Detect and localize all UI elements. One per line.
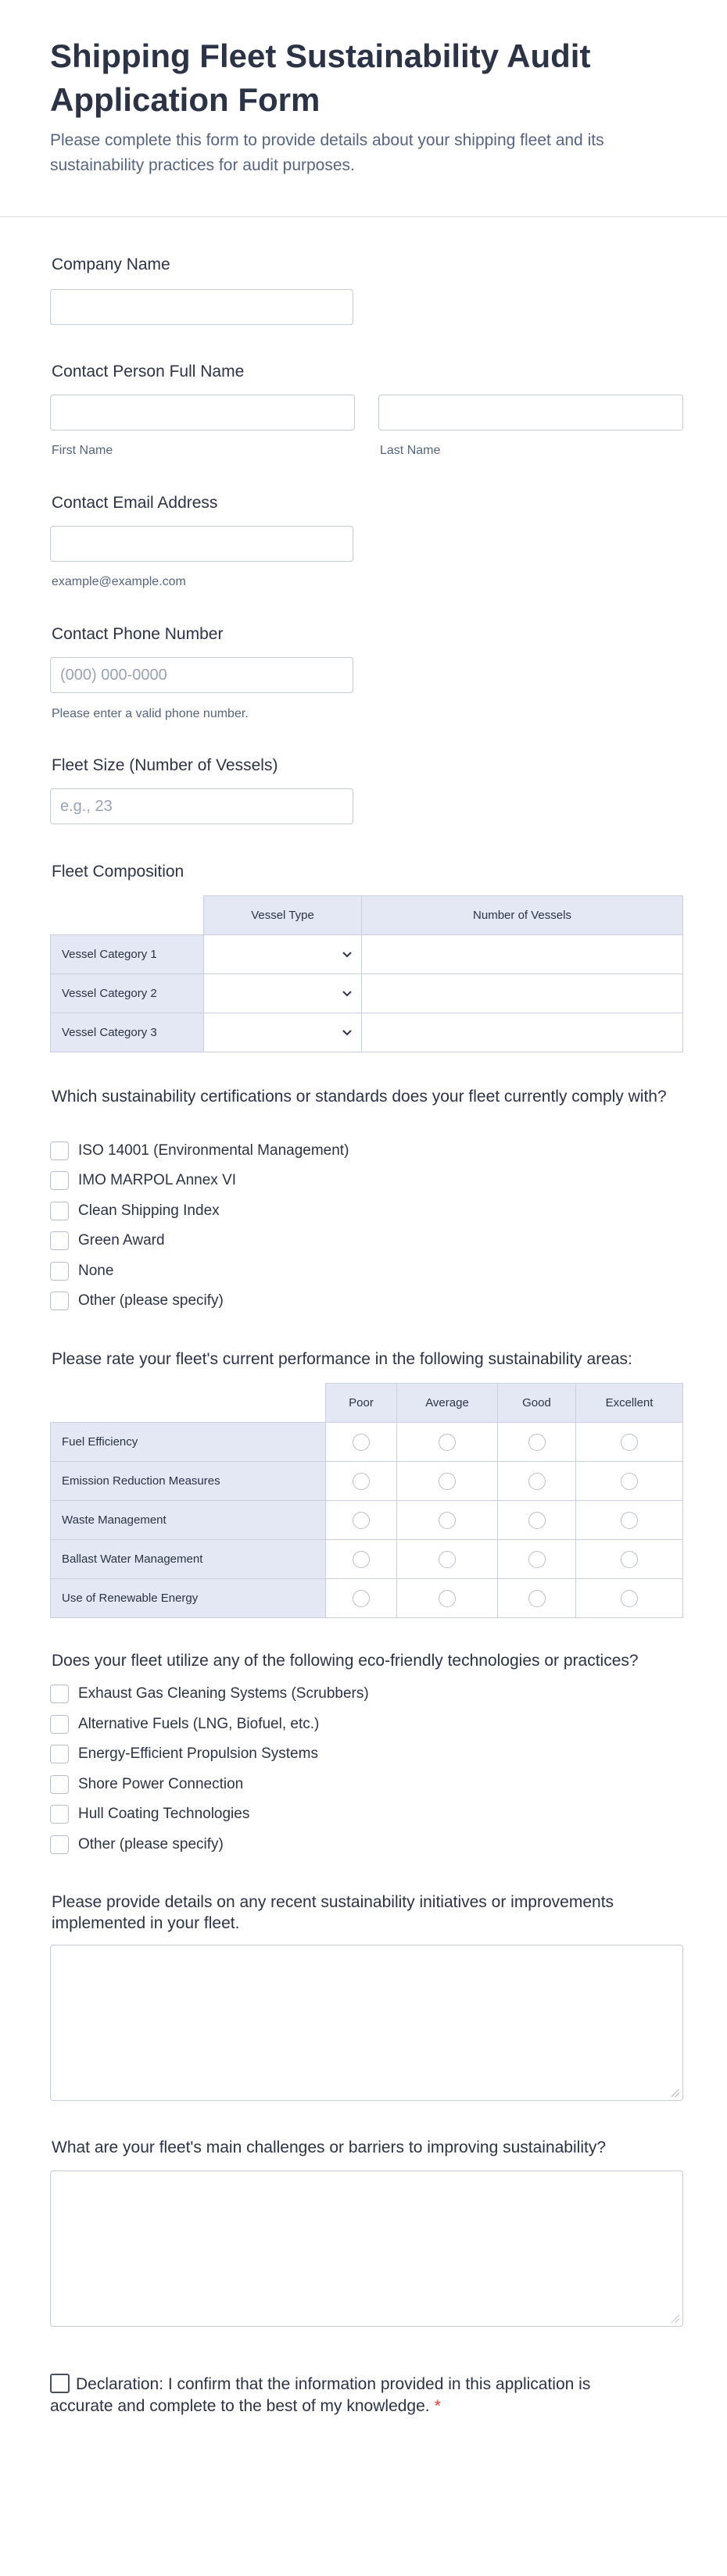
rating-cell[interactable] [498,1579,576,1618]
row-header: Ballast Water Management [51,1540,326,1579]
rating-cell[interactable] [326,1579,397,1618]
required-asterisk: * [434,2397,441,2415]
radio-button[interactable] [353,1473,370,1490]
checkbox-option[interactable] [50,1261,113,1281]
first-name-sublabel: First Name [52,444,113,457]
radio-button[interactable] [621,1512,638,1529]
checkbox-label: Exhaust Gas Cleaning Systems (Scrubbers) [78,1685,369,1702]
rating-cell[interactable] [576,1423,683,1462]
radio-button[interactable] [528,1512,546,1529]
checkbox[interactable] [50,1835,69,1854]
rating-cell[interactable] [397,1579,498,1618]
vessel-type-select[interactable] [204,935,362,974]
fleet-size-input[interactable]: e.g., 23 [50,788,353,824]
radio-button[interactable] [621,1473,638,1490]
rating-cell[interactable] [498,1501,576,1540]
radio-button[interactable] [528,1473,546,1490]
column-header: Excellent [576,1384,683,1423]
rating-cell[interactable] [576,1540,683,1579]
radio-button[interactable] [528,1590,546,1607]
initiatives-textarea[interactable] [50,1945,683,2101]
rating-cell[interactable] [397,1540,498,1579]
checkbox-option[interactable] [50,1684,369,1704]
checkbox[interactable] [50,1231,69,1250]
rating-cell[interactable] [576,1579,683,1618]
phone-sublabel: Please enter a valid phone number. [52,707,249,720]
row-header: Use of Renewable Energy [51,1579,326,1618]
company-name-label: Company Name [52,255,170,273]
chevron-down-icon [342,1026,352,1039]
table-corner [51,896,204,935]
first-name-input[interactable] [50,395,355,431]
column-header: Number of Vessels [362,896,683,935]
row-header: Vessel Category 1 [51,935,204,974]
rating-question: Please rate your fleet's current performance in the following sustainability areas: [52,1350,632,1368]
checkbox-label: Shore Power Connection [78,1776,244,1792]
vessel-type-select[interactable] [204,974,362,1013]
phone-label: Contact Phone Number [52,625,224,643]
radio-button[interactable] [528,1434,546,1451]
checkbox-label: Green Award [78,1232,165,1249]
checkbox-option[interactable] [50,1714,319,1735]
fleet-composition-table [50,895,683,1052]
form-subtitle: Please complete this form to provide details about your shipping fleet and its sustainability practices for audit purposes. [50,131,604,174]
rating-cell[interactable] [498,1462,576,1501]
row-header: Vessel Category 2 [51,974,204,1013]
checkbox[interactable] [50,1775,69,1794]
last-name-input[interactable] [378,395,683,431]
email-label: Contact Email Address [52,494,218,512]
fleet-size-label: Fleet Size (Number of Vessels) [52,756,278,774]
column-header: Good [498,1384,576,1423]
rating-cell[interactable] [326,1423,397,1462]
checkbox-option[interactable] [50,1291,224,1311]
radio-button[interactable] [439,1434,456,1451]
vessel-count-cell[interactable] [362,935,683,974]
rating-cell[interactable] [576,1501,683,1540]
checkbox[interactable] [50,1685,69,1703]
checkbox[interactable] [50,1805,69,1824]
checkbox-label: Alternative Fuels (LNG, Biofuel, etc.) [78,1716,320,1732]
checkbox-label: ISO 14001 (Environmental Management) [78,1142,349,1159]
column-header: Average [397,1384,498,1423]
checkbox-label: None [78,1263,114,1279]
vessel-count-cell[interactable] [362,974,683,1013]
radio-button[interactable] [353,1512,370,1529]
radio-button[interactable] [621,1434,638,1451]
checkbox-label: IMO MARPOL Annex VI [78,1172,237,1188]
row-header: Waste Management [51,1501,326,1540]
rating-cell[interactable] [498,1540,576,1579]
column-header: Poor [326,1384,397,1423]
declaration-checkbox[interactable] [50,2374,70,2393]
radio-button[interactable] [439,1473,456,1490]
challenges-textarea[interactable] [50,2170,683,2327]
radio-button[interactable] [439,1590,456,1607]
checkbox[interactable] [50,1745,69,1763]
checkbox-option[interactable] [50,1170,236,1191]
checkbox-option[interactable] [50,1201,220,1221]
vessel-count-cell[interactable] [362,1013,683,1052]
form-header [0,0,727,217]
checkbox[interactable] [50,1171,69,1190]
checkbox-label: Clean Shipping Index [78,1202,220,1219]
checkbox[interactable] [50,1202,69,1220]
row-header: Fuel Efficiency [51,1423,326,1462]
checkbox-option[interactable] [50,1835,224,1855]
declaration-text: Declaration: I confirm that the information provided in this application is accurate and complete to the best of my knowledge. [50,2375,591,2415]
email-sublabel: example@example.com [52,575,186,588]
checkbox-option[interactable] [50,1231,165,1251]
checkbox-option[interactable] [50,1141,349,1161]
fleet-composition-label: Fleet Composition [52,863,184,881]
contact-name-label: Contact Person Full Name [52,363,245,381]
radio-button[interactable] [439,1512,456,1529]
checkbox-option[interactable] [50,1804,249,1824]
company-name-input[interactable] [50,289,353,325]
checkbox-option[interactable] [50,1744,318,1764]
radio-button[interactable] [353,1434,370,1451]
radio-button[interactable] [621,1590,638,1607]
checkbox-label: Hull Coating Technologies [78,1806,250,1822]
technologies-question: Does your fleet utilize any of the following eco-friendly technologies or practices? [52,1652,639,1670]
table-corner [51,1384,326,1423]
last-name-sublabel: Last Name [380,444,441,457]
checkbox[interactable] [50,1262,69,1281]
checkbox[interactable] [50,1142,69,1160]
row-header: Vessel Category 3 [51,1013,204,1052]
checkbox[interactable] [50,1292,69,1310]
rating-cell[interactable] [326,1462,397,1501]
radio-button[interactable] [439,1551,456,1568]
declaration [50,2374,644,2417]
checkbox-option[interactable] [50,1774,243,1795]
vessel-type-select[interactable] [204,1013,362,1052]
challenges-question: What are your fleet's main challenges or barriers to improving sustainability? [52,2138,606,2156]
rating-matrix [50,1383,683,1618]
phone-input[interactable]: (000) 000-0000 [50,657,353,693]
rating-cell[interactable] [498,1423,576,1462]
chevron-down-icon [342,948,352,961]
row-header: Emission Reduction Measures [51,1462,326,1501]
radio-button[interactable] [353,1551,370,1568]
column-header: Vessel Type [204,896,362,935]
radio-button[interactable] [528,1551,546,1568]
checkbox-label: Other (please specify) [78,1292,224,1309]
rating-cell[interactable] [397,1462,498,1501]
resize-grip-icon[interactable] [671,2089,679,2097]
rating-cell[interactable] [397,1423,498,1462]
checkbox[interactable] [50,1715,69,1734]
rating-cell[interactable] [326,1540,397,1579]
resize-grip-icon[interactable] [671,2315,679,2323]
certifications-question: Which sustainability certifications or standards does your fleet currently comply with? [52,1088,667,1106]
checkbox-label: Energy-Efficient Propulsion Systems [78,1745,318,1762]
checkbox-label: Other (please specify) [78,1836,224,1853]
form-title: Shipping Fleet Sustainability Audit Application Form [50,38,591,118]
rating-cell[interactable] [576,1462,683,1501]
email-input[interactable] [50,526,353,562]
rating-cell[interactable] [397,1501,498,1540]
radio-button[interactable] [353,1590,370,1607]
radio-button[interactable] [621,1551,638,1568]
chevron-down-icon [342,987,352,1000]
rating-cell[interactable] [326,1501,397,1540]
initiatives-question: Please provide details on any recent sustainability initiatives or improvements implemented in your fleet. [52,1893,614,1932]
